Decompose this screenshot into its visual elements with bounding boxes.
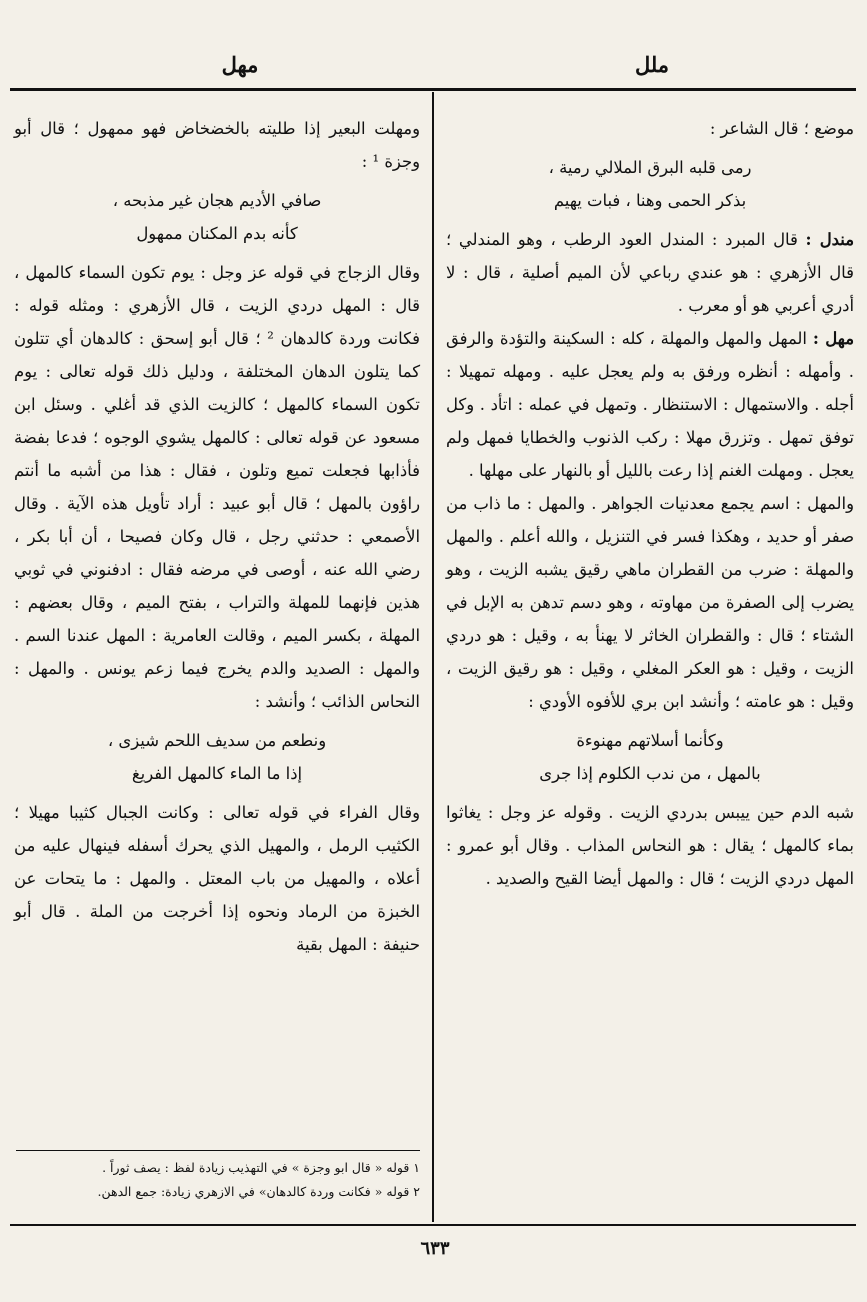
page-number: ٦٣٣ [420,1238,450,1259]
verse-line: بذكر الحمى وهنا ، فبات يهيم [553,191,747,210]
verse-line: وكأنما أسلاتهم مهنوءة [576,731,724,750]
entry-mahal [446,322,854,487]
right-paragraph-4: والمهل : اسم يجمع معدنيات الجواهر . والمهل : ما ذاب من صفر أو حديد ، وهكذا فسر في التنزيل ، والله أعلم . والمهل والمهلة : ضرب من القطران ماهي رقيق يشبه الزيت ، وهو يضرب إلى الصفرة من مهاوته ، وهو دسم تدهن به الإبل في الشتاء ؛ قال : والقطران الخاثر لا يهنأ به ، وقيل : هو دردي الزيت ، وقيل : هو العكر المغلي ، وقيل : هو رقيق الزيت ، وقيل : هو عامته ؛ وأنشد ابن بري للأفوه الأودي : [446,494,854,711]
running-header-left: مهل [221,52,259,77]
right-column [446,112,854,895]
footer-rule [10,1224,856,1226]
entry-headword: مندل : [805,230,855,249]
left-verse-1 [14,184,420,250]
verse-line: ونطعم من سديف اللحم شيزى ، [107,731,327,750]
left-paragraph-2: وقال الزجاج في قوله عز وجل : يوم تكون السماء كالمهل ، قال : المهل دردي الزيت ، قال الأزهري : ومثله قوله : فكانت وردة كالدهان ² ؛ قال أبو إسحق : كالدهان أي تتلون كما يتلون الدهان المختلفة ، ودليل ذلك قوله تعالى : يوم تكون السماء كالمهل ؛ كالزيت الذي قد أغلي . وسئل ابن مسعود عن قوله تعالى : كالمهل يشوي الوجوه ؛ فدعا بفضة فأذابها فجعلت تميع وتلون ، فقال : هذا من أشبه ما أنتم راؤون بالمهل ؛ قال أبو عبيد : أراد تأويل هذه الآية . وقال الأصمعي : حدثني رجل ، قال وكان فصيحا ، أن أبا بكر ، رضي الله عنه ، أوصى في مرضه فقال : ادفنوني في ثوبي هذين فإنهما للمهلة والتراب ، بفتح الميم ، وقال بعضهم : المهلة ، بكسر الميم ، وقالت العامرية : المهل عندنا السم . والمهل : الصديد والدم يخرج فيما زعم يونس . والمهل : النحاس الذائب ؛ وأنشد : [14,263,420,711]
footnote-rule [16,1150,420,1151]
verse-line: صافي الأديم هجان غير مذبحه ، [112,191,322,210]
column-divider [432,92,434,1222]
right-verse-2 [446,724,854,790]
verse-line: رمى قلبه البرق الملالي رمية ، [548,158,752,177]
right-paragraph-5: شبه الدم حين ييبس بدردي الزيت . وقوله عز وجل : يغاثوا بماء كالمهل ؛ يقال : هو النحاس المذاب . وقال أبو عمرو : المهل دردي الزيت ؛ قال : والمهل أيضا القيح والصديد . [446,803,854,888]
footnote-2: ٢ قوله « فكانت وردة كالدهان» في الازهري زيادة: جمع الدهن. [97,1184,420,1199]
left-paragraph-3: وقال الفراء في قوله تعالى : وكانت الجبال كثيبا مهيلا ؛ الكثيب الرمل ، والمهيل الذي يحرك أسفله فينهال عليه من أعلاه ، والمهيل من باب المعتل . والمهل : ما يتحات عن الخبزة من الرماد ونحوه إذا أخرجت من الملة . قال أبو حنيفة : المهل بقية [14,803,420,954]
entry-text: المهل والمهل والمهلة ، كله : السكينة والتؤدة والرفق . وأمهله : أنظره ورفق به ولم يعجل عليه . ومهله تمهيلا : أجله . والاستمهال : الاستنظار . وتمهل في عمله : اتأد . وكل توفق تمهل . وتزرق مهلا : ركب الذنوب والخطايا فمهل ولم يعجل . ومهلت الغنم إذا رعت بالليل أو بالنهار على مهلها . [446,329,854,480]
entry-headword: مهل : [812,329,854,348]
entry-mandal [446,223,854,322]
footnotes [16,1156,420,1204]
right-paragraph-1: موضع ؛ قال الشاعر : [709,119,854,138]
left-paragraph-1: ومهلت البعير إذا طليته بالخضخاض فهو ممهول ؛ قال أبو وجزة ¹ : [14,119,420,171]
left-column [14,112,420,961]
entry-text: قال المبرد : المندل العود الرطب ، وهو المندلي ؛ قال الأزهري : هو عندي رباعي لأن الميم أصلية ، قال : لا أدري أعربي هو أو معرب . [446,230,854,315]
footnote-1: ١ قوله « قال ابو وجزة » في التهذيب زيادة لفظ : يصف ثوراً . [102,1160,420,1175]
right-verse-1 [446,151,854,217]
verse-line: إذا ما الماء كالمهل الفريغ [131,764,303,783]
header-rule [10,88,856,91]
left-verse-2 [14,724,420,790]
running-header-right: ملل [634,52,670,77]
verse-line: بالمهل ، من ندب الكلوم إذا جرى [539,764,761,783]
verse-line: كأنه بدم المكنان ممهول [136,224,298,243]
